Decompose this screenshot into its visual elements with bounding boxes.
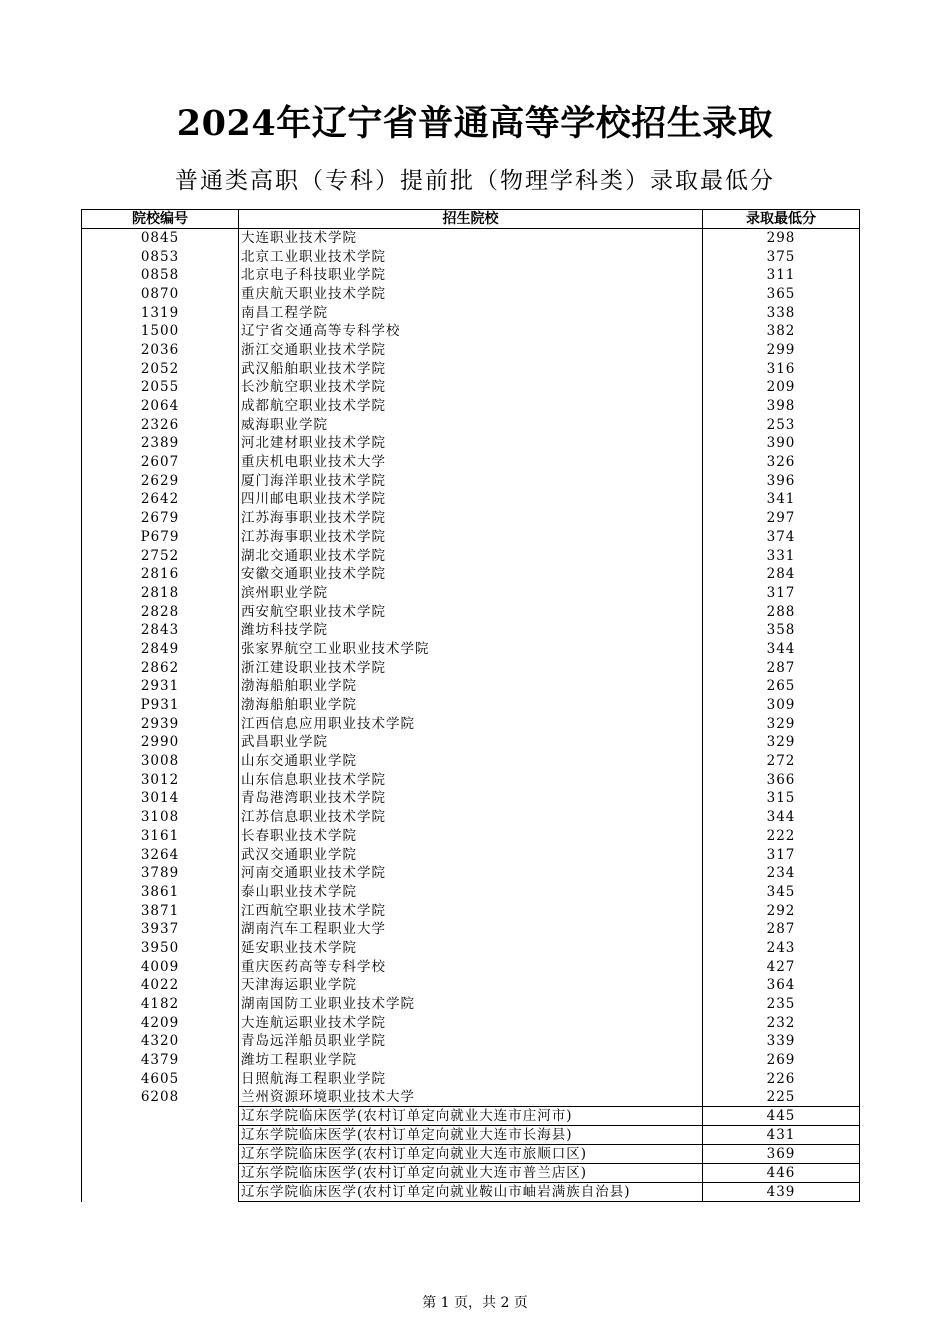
min-score-cell: 292 bbox=[703, 901, 860, 920]
school-code-cell: 2752 bbox=[82, 546, 239, 565]
table-row bbox=[82, 957, 860, 976]
school-code-cell bbox=[82, 1164, 239, 1183]
table-row bbox=[82, 883, 860, 902]
school-name-cell: 成都航空职业技术学院 bbox=[239, 397, 703, 416]
table-row bbox=[82, 789, 860, 808]
table-row bbox=[82, 378, 860, 397]
school-name-cell: 潍坊科技学院 bbox=[239, 621, 703, 640]
min-score-cell: 344 bbox=[703, 808, 860, 827]
min-score-cell: 339 bbox=[703, 1032, 860, 1051]
school-code-cell: 2939 bbox=[82, 714, 239, 733]
min-score-cell: 225 bbox=[703, 1088, 860, 1107]
min-score-cell: 431 bbox=[703, 1126, 860, 1145]
min-score-cell: 382 bbox=[703, 322, 860, 341]
school-name-cell: 辽东学院临床医学(农村订单定向就业大连市庄河市) bbox=[239, 1107, 703, 1126]
table-row bbox=[82, 303, 860, 322]
min-score-cell: 243 bbox=[703, 939, 860, 958]
school-code-cell: 3789 bbox=[82, 864, 239, 883]
table-row bbox=[82, 341, 860, 360]
school-code-cell: 0845 bbox=[82, 229, 239, 248]
header-min-score: 录取最低分 bbox=[703, 210, 860, 229]
school-name-cell: 延安职业技术学院 bbox=[239, 939, 703, 958]
min-score-cell: 329 bbox=[703, 733, 860, 752]
school-code-cell: 2990 bbox=[82, 733, 239, 752]
school-code-cell: 2816 bbox=[82, 565, 239, 584]
header-school-name: 招生院校 bbox=[239, 210, 703, 229]
school-name-cell: 泰山职业技术学院 bbox=[239, 883, 703, 902]
min-score-cell: 344 bbox=[703, 640, 860, 659]
min-score-cell: 365 bbox=[703, 285, 860, 304]
table-row bbox=[82, 247, 860, 266]
min-score-cell: 331 bbox=[703, 546, 860, 565]
table-row bbox=[82, 1032, 860, 1051]
school-name-cell: 山东信息职业技术学院 bbox=[239, 770, 703, 789]
school-code-cell: 2064 bbox=[82, 397, 239, 416]
school-code-cell: 2052 bbox=[82, 359, 239, 378]
table-row bbox=[82, 976, 860, 995]
school-name-cell: 兰州资源环境职业技术大学 bbox=[239, 1088, 703, 1107]
school-code-cell: 4182 bbox=[82, 995, 239, 1014]
table-row bbox=[82, 565, 860, 584]
school-code-cell: 2389 bbox=[82, 434, 239, 453]
school-name-cell: 山东交通职业学院 bbox=[239, 752, 703, 771]
min-score-cell: 315 bbox=[703, 789, 860, 808]
school-code-cell bbox=[82, 1126, 239, 1145]
min-score-cell: 222 bbox=[703, 827, 860, 846]
school-name-cell: 河南交通职业技术学院 bbox=[239, 864, 703, 883]
school-code-cell: 2843 bbox=[82, 621, 239, 640]
table-row bbox=[82, 1126, 860, 1145]
school-name-cell: 重庆医药高等专科学校 bbox=[239, 957, 703, 976]
table-row bbox=[82, 229, 860, 248]
page-subtitle: 普通类高职（专科）提前批（物理学科类）录取最低分 bbox=[175, 168, 775, 194]
school-code-cell: 3014 bbox=[82, 789, 239, 808]
table-row bbox=[82, 528, 860, 547]
table-row bbox=[82, 640, 860, 659]
school-code-cell: 3008 bbox=[82, 752, 239, 771]
school-name-cell: 江西航空职业技术学院 bbox=[239, 901, 703, 920]
school-name-cell: 辽东学院临床医学(农村订单定向就业鞍山市岫岩满族自治县) bbox=[239, 1183, 703, 1202]
table-row bbox=[82, 1051, 860, 1070]
table-row bbox=[82, 584, 860, 603]
school-code-cell bbox=[82, 1107, 239, 1126]
school-name-cell: 武汉交通职业学院 bbox=[239, 845, 703, 864]
school-code-cell: 3861 bbox=[82, 883, 239, 902]
min-score-cell: 284 bbox=[703, 565, 860, 584]
school-code-cell: 3871 bbox=[82, 901, 239, 920]
school-code-cell: 2862 bbox=[82, 658, 239, 677]
table-row bbox=[82, 770, 860, 789]
min-score-cell: 269 bbox=[703, 1051, 860, 1070]
table-row bbox=[82, 359, 860, 378]
table-row bbox=[82, 1107, 860, 1126]
admission-score-table bbox=[81, 209, 860, 1202]
school-code-cell: P679 bbox=[82, 528, 239, 547]
school-code-cell: 2849 bbox=[82, 640, 239, 659]
school-name-cell: 安徽交通职业技术学院 bbox=[239, 565, 703, 584]
table-row bbox=[82, 490, 860, 509]
min-score-cell: 329 bbox=[703, 714, 860, 733]
table-row bbox=[82, 397, 860, 416]
min-score-cell: 317 bbox=[703, 845, 860, 864]
min-score-cell: 374 bbox=[703, 528, 860, 547]
table-row bbox=[82, 621, 860, 640]
school-code-cell: 1319 bbox=[82, 303, 239, 322]
table-row bbox=[82, 1088, 860, 1107]
school-code-cell: 0858 bbox=[82, 266, 239, 285]
min-score-cell: 209 bbox=[703, 378, 860, 397]
school-name-cell: 武汉船舶职业技术学院 bbox=[239, 359, 703, 378]
school-name-cell: 辽宁省交通高等专科学校 bbox=[239, 322, 703, 341]
table-row bbox=[82, 434, 860, 453]
school-name-cell: 青岛港湾职业技术学院 bbox=[239, 789, 703, 808]
school-name-cell: 厦门海洋职业技术学院 bbox=[239, 471, 703, 490]
table-row bbox=[82, 1013, 860, 1032]
table-row bbox=[82, 677, 860, 696]
table-body bbox=[82, 229, 860, 1202]
school-code-cell: 2828 bbox=[82, 602, 239, 621]
min-score-cell: 265 bbox=[703, 677, 860, 696]
table-row bbox=[82, 901, 860, 920]
table-row bbox=[82, 808, 860, 827]
school-name-cell: 辽东学院临床医学(农村订单定向就业大连市长海县) bbox=[239, 1126, 703, 1145]
min-score-cell: 439 bbox=[703, 1183, 860, 1202]
school-code-cell: 3264 bbox=[82, 845, 239, 864]
school-name-cell: 威海职业学院 bbox=[239, 415, 703, 434]
table-row bbox=[82, 1164, 860, 1183]
school-name-cell: 重庆机电职业技术大学 bbox=[239, 453, 703, 472]
table-row bbox=[82, 827, 860, 846]
page-footer: 第 1 页，共 2 页 bbox=[422, 1295, 528, 1311]
school-name-cell: 湖北交通职业技术学院 bbox=[239, 546, 703, 565]
table-row bbox=[82, 939, 860, 958]
min-score-cell: 375 bbox=[703, 247, 860, 266]
min-score-cell: 253 bbox=[703, 415, 860, 434]
table-row bbox=[82, 1069, 860, 1088]
school-name-cell: 大连航运职业技术学院 bbox=[239, 1013, 703, 1032]
table-row bbox=[82, 733, 860, 752]
school-name-cell: 武昌职业学院 bbox=[239, 733, 703, 752]
school-code-cell: 2607 bbox=[82, 453, 239, 472]
school-code-cell: 1500 bbox=[82, 322, 239, 341]
school-name-cell: 长春职业技术学院 bbox=[239, 827, 703, 846]
min-score-cell: 317 bbox=[703, 584, 860, 603]
table-row bbox=[82, 266, 860, 285]
school-name-cell: 西安航空职业技术学院 bbox=[239, 602, 703, 621]
table-row bbox=[82, 752, 860, 771]
school-name-cell: 湖南国防工业职业技术学院 bbox=[239, 995, 703, 1014]
school-code-cell: 2629 bbox=[82, 471, 239, 490]
school-name-cell: 北京电子科技职业学院 bbox=[239, 266, 703, 285]
min-score-cell: 272 bbox=[703, 752, 860, 771]
school-code-cell: 2036 bbox=[82, 341, 239, 360]
table-row bbox=[82, 1183, 860, 1202]
school-name-cell: 江苏海事职业技术学院 bbox=[239, 528, 703, 547]
school-name-cell: 江苏海事职业技术学院 bbox=[239, 509, 703, 528]
min-score-cell: 398 bbox=[703, 397, 860, 416]
min-score-cell: 311 bbox=[703, 266, 860, 285]
min-score-cell: 445 bbox=[703, 1107, 860, 1126]
school-name-cell: 日照航海工程职业学院 bbox=[239, 1069, 703, 1088]
table-row bbox=[82, 471, 860, 490]
school-name-cell: 南昌工程学院 bbox=[239, 303, 703, 322]
min-score-cell: 298 bbox=[703, 229, 860, 248]
min-score-cell: 341 bbox=[703, 490, 860, 509]
table-row bbox=[82, 546, 860, 565]
school-code-cell: 3012 bbox=[82, 770, 239, 789]
school-code-cell: P931 bbox=[82, 696, 239, 715]
school-code-cell: 4605 bbox=[82, 1069, 239, 1088]
table-row bbox=[82, 658, 860, 677]
school-name-cell: 浙江建设职业技术学院 bbox=[239, 658, 703, 677]
school-code-cell: 0870 bbox=[82, 285, 239, 304]
school-name-cell: 辽东学院临床医学(农村订单定向就业大连市旅顺口区) bbox=[239, 1145, 703, 1164]
table-row bbox=[82, 602, 860, 621]
school-name-cell: 江苏信息职业技术学院 bbox=[239, 808, 703, 827]
min-score-cell: 446 bbox=[703, 1164, 860, 1183]
min-score-cell: 234 bbox=[703, 864, 860, 883]
min-score-cell: 297 bbox=[703, 509, 860, 528]
school-code-cell: 6208 bbox=[82, 1088, 239, 1107]
min-score-cell: 358 bbox=[703, 621, 860, 640]
header-school-code: 院校编号 bbox=[82, 210, 239, 229]
min-score-cell: 326 bbox=[703, 453, 860, 472]
min-score-cell: 316 bbox=[703, 359, 860, 378]
school-code-cell: 3108 bbox=[82, 808, 239, 827]
min-score-cell: 288 bbox=[703, 602, 860, 621]
min-score-cell: 427 bbox=[703, 957, 860, 976]
school-name-cell: 大连职业技术学院 bbox=[239, 229, 703, 248]
school-code-cell: 4009 bbox=[82, 957, 239, 976]
min-score-cell: 232 bbox=[703, 1013, 860, 1032]
school-name-cell: 潍坊工程职业学院 bbox=[239, 1051, 703, 1070]
school-code-cell: 3937 bbox=[82, 920, 239, 939]
school-code-cell: 3950 bbox=[82, 939, 239, 958]
school-name-cell: 辽东学院临床医学(农村订单定向就业大连市普兰店区) bbox=[239, 1164, 703, 1183]
min-score-cell: 366 bbox=[703, 770, 860, 789]
school-name-cell: 江西信息应用职业技术学院 bbox=[239, 714, 703, 733]
min-score-cell: 235 bbox=[703, 995, 860, 1014]
school-code-cell: 0853 bbox=[82, 247, 239, 266]
table-header-row bbox=[82, 210, 860, 229]
min-score-cell: 287 bbox=[703, 920, 860, 939]
table-row bbox=[82, 864, 860, 883]
school-name-cell: 张家界航空工业职业技术学院 bbox=[239, 640, 703, 659]
min-score-cell: 364 bbox=[703, 976, 860, 995]
min-score-cell: 345 bbox=[703, 883, 860, 902]
school-code-cell bbox=[82, 1183, 239, 1202]
min-score-cell: 299 bbox=[703, 341, 860, 360]
school-code-cell: 2931 bbox=[82, 677, 239, 696]
min-score-cell: 287 bbox=[703, 658, 860, 677]
table-row bbox=[82, 845, 860, 864]
school-code-cell: 4320 bbox=[82, 1032, 239, 1051]
min-score-cell: 309 bbox=[703, 696, 860, 715]
school-code-cell: 2055 bbox=[82, 378, 239, 397]
school-name-cell: 浙江交通职业技术学院 bbox=[239, 341, 703, 360]
min-score-cell: 369 bbox=[703, 1145, 860, 1164]
school-name-cell: 渤海船舶职业学院 bbox=[239, 677, 703, 696]
school-name-cell: 天津海运职业学院 bbox=[239, 976, 703, 995]
school-name-cell: 重庆航天职业技术学院 bbox=[239, 285, 703, 304]
table-row bbox=[82, 453, 860, 472]
school-name-cell: 青岛远洋船员职业学院 bbox=[239, 1032, 703, 1051]
table-row bbox=[82, 415, 860, 434]
table-row bbox=[82, 285, 860, 304]
table-row bbox=[82, 995, 860, 1014]
school-code-cell: 4209 bbox=[82, 1013, 239, 1032]
school-code-cell: 4022 bbox=[82, 976, 239, 995]
table-row bbox=[82, 322, 860, 341]
school-code-cell: 2818 bbox=[82, 584, 239, 603]
min-score-cell: 338 bbox=[703, 303, 860, 322]
school-name-cell: 长沙航空职业技术学院 bbox=[239, 378, 703, 397]
school-name-cell: 湖南汽车工程职业大学 bbox=[239, 920, 703, 939]
page-title: 2024年辽宁省普通高等学校招生录取 bbox=[176, 103, 774, 144]
table-row bbox=[82, 696, 860, 715]
school-name-cell: 滨州职业学院 bbox=[239, 584, 703, 603]
school-code-cell: 2679 bbox=[82, 509, 239, 528]
school-code-cell: 2642 bbox=[82, 490, 239, 509]
min-score-cell: 226 bbox=[703, 1069, 860, 1088]
school-code-cell: 3161 bbox=[82, 827, 239, 846]
school-code-cell: 2326 bbox=[82, 415, 239, 434]
school-name-cell: 北京工业职业技术学院 bbox=[239, 247, 703, 266]
school-name-cell: 渤海船舶职业学院 bbox=[239, 696, 703, 715]
min-score-cell: 396 bbox=[703, 471, 860, 490]
table-row bbox=[82, 920, 860, 939]
table-row bbox=[82, 1145, 860, 1164]
min-score-cell: 390 bbox=[703, 434, 860, 453]
table-row bbox=[82, 509, 860, 528]
table-row bbox=[82, 714, 860, 733]
school-name-cell: 河北建材职业技术学院 bbox=[239, 434, 703, 453]
school-code-cell bbox=[82, 1145, 239, 1164]
school-name-cell: 四川邮电职业技术学院 bbox=[239, 490, 703, 509]
school-code-cell: 4379 bbox=[82, 1051, 239, 1070]
